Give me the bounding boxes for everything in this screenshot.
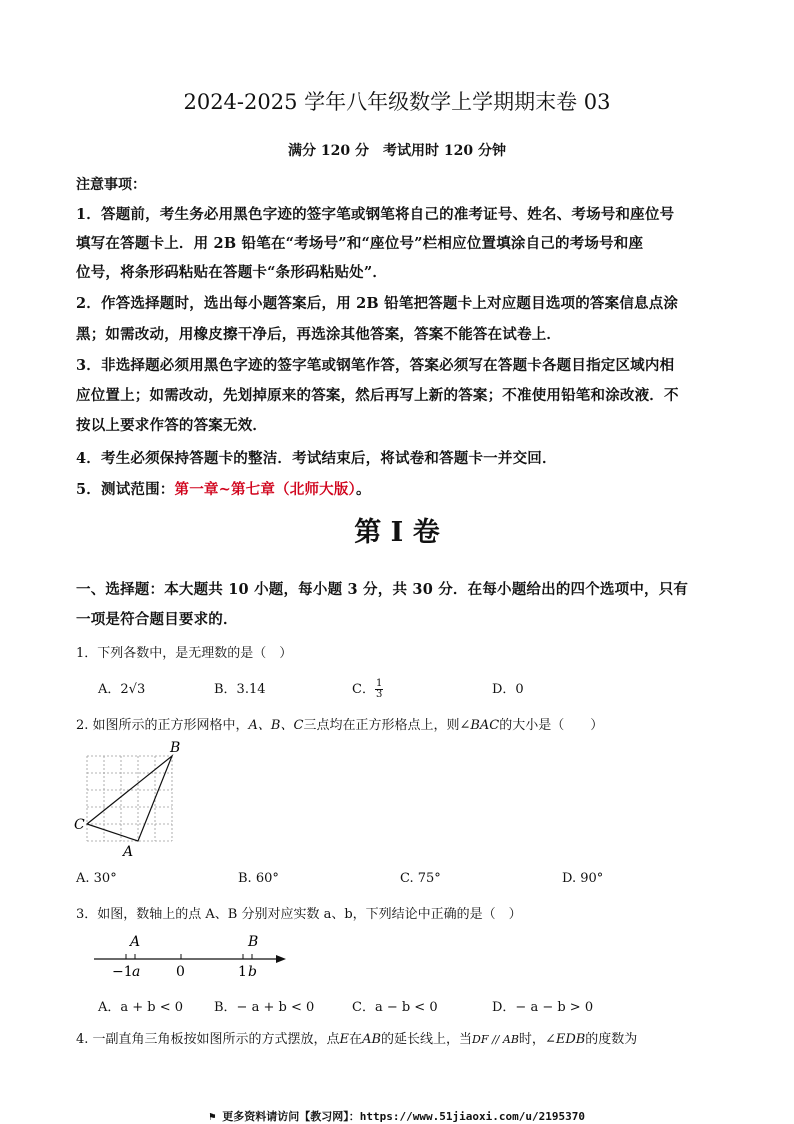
question-1-option-c: C． $\frac{1}{3}$: [352, 678, 383, 700]
minus-one-label: −1: [112, 964, 133, 980]
fraction: $\frac{1}{3}$: [375, 678, 383, 700]
exam-info: 满分 120 分 考试用时 120 分钟: [288, 143, 506, 159]
question-3-option-c: C．a − b < 0: [352, 1000, 438, 1015]
label-b: B: [170, 740, 181, 756]
question-1-option-a: A．2√3: [98, 682, 146, 697]
arrow-icon: [276, 955, 286, 963]
question-3-option-d: D．− a − b > 0: [492, 1000, 594, 1015]
notes-line: 填写在答题卡上．用 2B 铅笔在“考场号”和“座位号”栏相应位置填涂自己的考场号和座: [76, 235, 644, 252]
question-1-stem: 1．下列各数中，是无理数的是（ ）: [76, 646, 293, 661]
section-intro: 一、选择题：本大题共 10 小题，每小题 3 分，共 30 分．在每小题给出的四个选项中，只有: [76, 581, 689, 598]
notes-line: 4．考生必须保持答题卡的整洁．考试结束后，将试卷和答题卡一并交回．: [76, 450, 557, 467]
question-2-option-d: D. 90°: [562, 871, 604, 886]
question-2-stem: 2. 如图所示的正方形网格中，A、B、C三点均在正方形格点上，则∠BAC的大小是（ ）: [76, 718, 604, 733]
one-label: 1: [238, 964, 247, 980]
test-scope-label: 5．测试范围：: [76, 481, 175, 498]
question-3-option-a: A．a + b < 0: [98, 1000, 184, 1015]
grid-triangle-figure: [70, 738, 190, 860]
notes-line: 应位置上；如需改动，先划掉原来的答案，然后再写上新的答案；不准使用铅笔和涂改液．不: [76, 387, 679, 404]
point-a-label: A: [130, 934, 141, 950]
test-scope-value: 第一章~第七章（北师大版）: [174, 481, 356, 498]
footer-link[interactable]: ⚑ 更多资料请访问【教习网】：https://www.51jiaoxi.com/u/2195370: [209, 1110, 585, 1123]
question-2-option-b: B. 60°: [238, 871, 279, 886]
question-1-option-d: D．0: [492, 682, 524, 697]
page-title: 2024-2025 学年八年级数学上学期期末卷 03: [183, 90, 611, 114]
question-4-stem: 4. 一副直角三角板按如图所示的方式摆放，点E在AB的延长线上，当DF // AB时，∠EDB的度数为: [76, 1032, 638, 1047]
notes-line: 2．作答选择题时，选出每小题答案后，用 2B 铅笔把答题卡上对应题目选项的答案信息点涂: [76, 295, 679, 312]
number-line-figure: [90, 928, 300, 982]
question-2-option-a: A. 30°: [76, 871, 117, 886]
notes-heading: 注意事项：: [76, 177, 146, 193]
question-1-option-b: B．3.14: [214, 682, 266, 697]
question-3-stem: 3．如图，数轴上的点 A、B 分别对应实数 a、b，下列结论中正确的是（ ）: [76, 907, 522, 922]
section-title: 第 I 卷: [354, 517, 440, 548]
question-3-option-b: B．− a + b < 0: [214, 1000, 315, 1015]
test-scope-line: [76, 478, 371, 499]
notes-line: 1．答题前，考生务必用黑色字迹的签字笔或钢笔将自己的准考证号、姓名、考场号和座位号: [76, 206, 675, 223]
b-label: b: [248, 964, 257, 980]
a-label: a: [132, 964, 141, 980]
label-a: A: [123, 844, 134, 860]
question-2-option-c: C. 75°: [400, 871, 441, 886]
notes-line: 3．非选择题必须用黑色字迹的签字笔或钢笔作答，答案必须写在答题卡各题目指定区域内相: [76, 357, 675, 374]
notes-line: 黑；如需改动，用橡皮擦干净后，再选涂其他答案，答案不能答在试卷上．: [76, 326, 562, 343]
notes-line: 按以上要求作答的答案无效．: [76, 417, 268, 434]
zero-label: 0: [176, 964, 185, 980]
section-intro: 一项是符合题目要求的．: [76, 611, 238, 628]
test-scope-end: 。: [356, 481, 371, 498]
triangle-abc: [87, 756, 172, 841]
notes-line: 位号，将条形码粘贴在答题卡“条形码粘贴处”．: [76, 264, 388, 281]
point-b-label: B: [248, 934, 259, 950]
flag-icon: ⚑: [209, 1110, 223, 1123]
label-c: C: [74, 817, 85, 833]
option-a-value: 2√3: [120, 682, 146, 697]
